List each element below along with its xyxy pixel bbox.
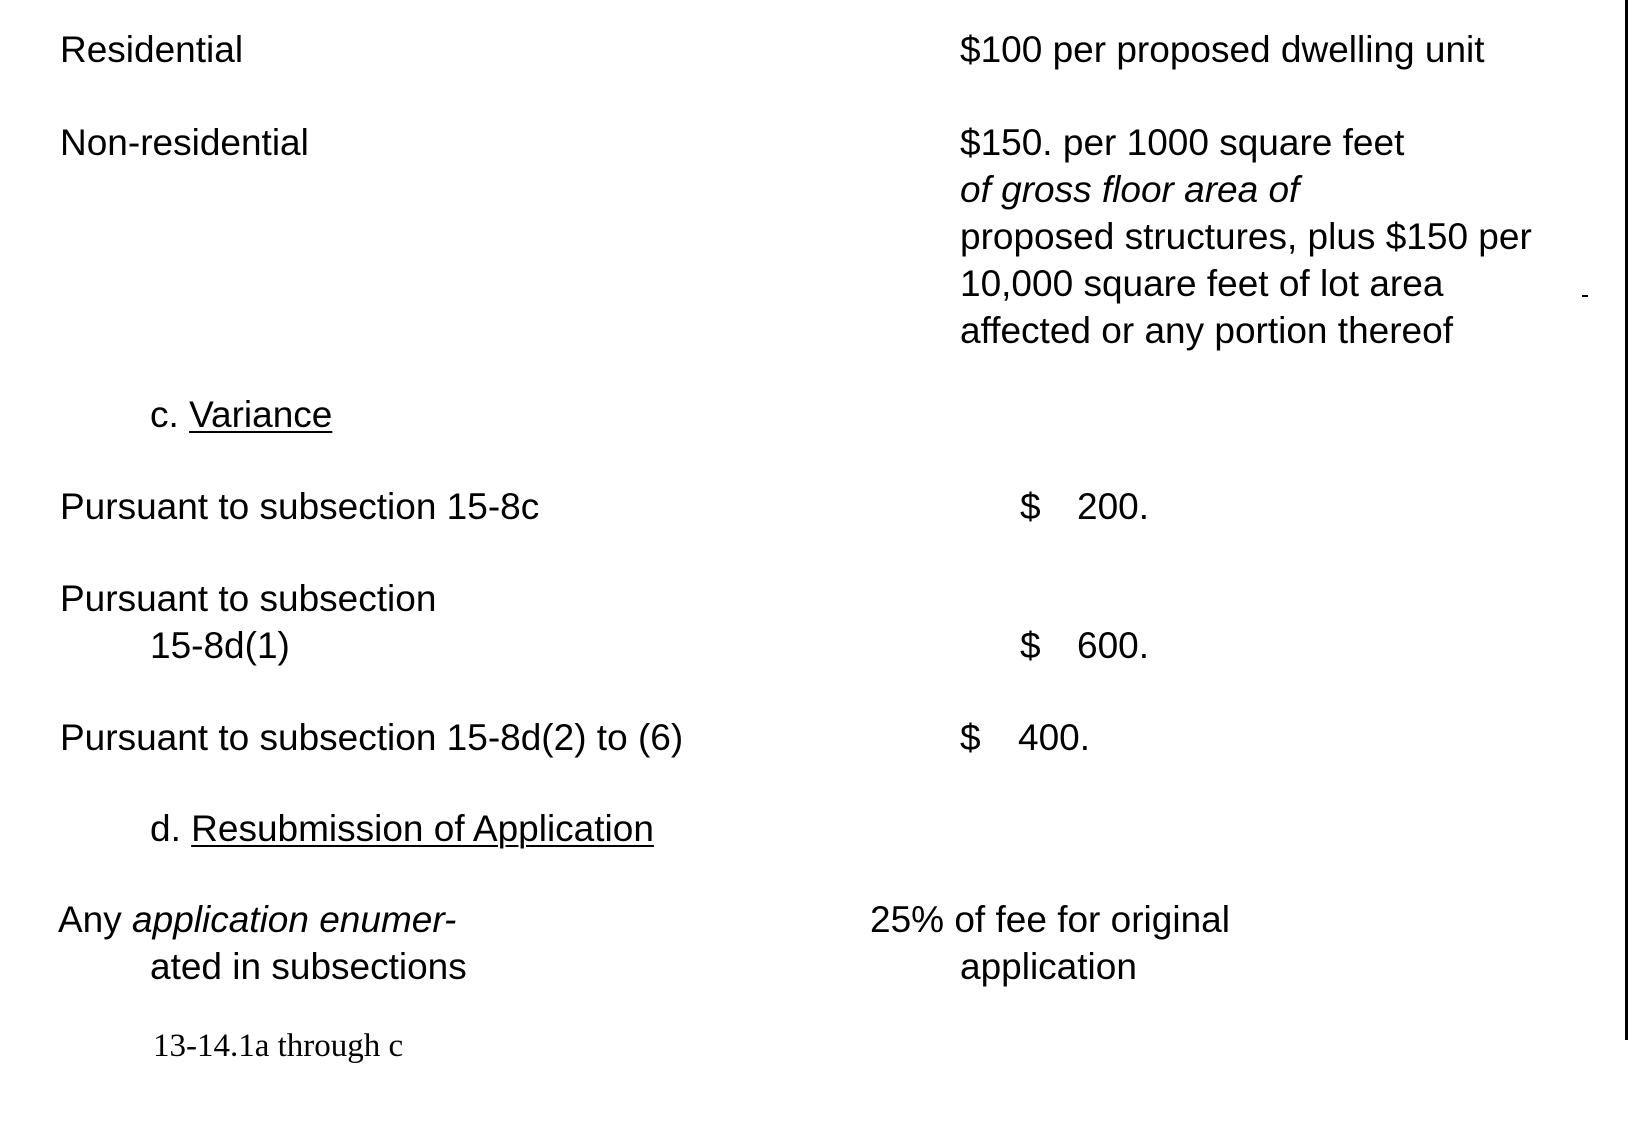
resubmission-fee-line-2: application xyxy=(960,946,1137,987)
resubmission-heading xyxy=(150,805,654,852)
resubmission-fee-text: of fee for original xyxy=(954,899,1230,940)
residential-fee: $100 per proposed dwelling unit xyxy=(960,29,1485,70)
variance-row-1-label: Pursuant to subsection 15-8c xyxy=(60,486,540,527)
resubmission-fee-percent: 25% xyxy=(870,899,955,940)
resubmission-label-application: application enumer- xyxy=(132,899,457,940)
variance-title: Variance xyxy=(189,394,333,435)
variance-row-2-currency: $ xyxy=(1020,625,1041,666)
variance-row-2-amount: 600. xyxy=(1077,625,1150,666)
variance-row-3-currency: $ xyxy=(960,717,981,758)
nonresidential-fee-line-3: proposed structures, plus $150 per xyxy=(960,216,1532,257)
variance-row-2-label-line-2: 15-8d(1) xyxy=(150,625,290,666)
resubmission-label-any: Any xyxy=(58,899,133,940)
resubmission-label-line-1 xyxy=(58,896,456,943)
nonresidential-fee xyxy=(960,119,1532,354)
variance-heading xyxy=(150,391,332,438)
nonresidential-fee-line-2: of gross floor area of xyxy=(960,169,1300,210)
residential-label: Residential xyxy=(60,29,244,70)
margin-tick-mark xyxy=(1582,295,1588,297)
resubmission-letter: d. xyxy=(150,808,181,849)
resubmission-label-line-2: ated in subsections xyxy=(150,946,467,987)
variance-row-3-label: Pursuant to subsection 15-8d(2) to (6) xyxy=(60,717,684,758)
variance-row-3-amount: 400. xyxy=(1018,717,1091,758)
nonresidential-label: Non-residential xyxy=(60,122,309,163)
variance-row-1-currency: $ xyxy=(1020,486,1041,527)
nonresidential-fee-line-1: $150. per 1000 square feet xyxy=(960,122,1405,163)
variance-letter: c. xyxy=(150,394,179,435)
resubmission-title: Resubmission of Application xyxy=(191,808,654,849)
variance-row-1-amount: 200. xyxy=(1077,486,1150,527)
right-margin-rule xyxy=(1625,0,1628,1040)
variance-row-2-label-line-1: Pursuant to subsection xyxy=(60,578,437,619)
resubmission-fee-line-1 xyxy=(870,896,1230,943)
nonresidential-fee-line-5: affected or any portion thereof xyxy=(960,310,1453,351)
nonresidential-fee-line-4: 10,000 square feet of lot area xyxy=(960,263,1444,304)
resubmission-label-line-3: 13-14.1a through c xyxy=(153,1028,404,1064)
